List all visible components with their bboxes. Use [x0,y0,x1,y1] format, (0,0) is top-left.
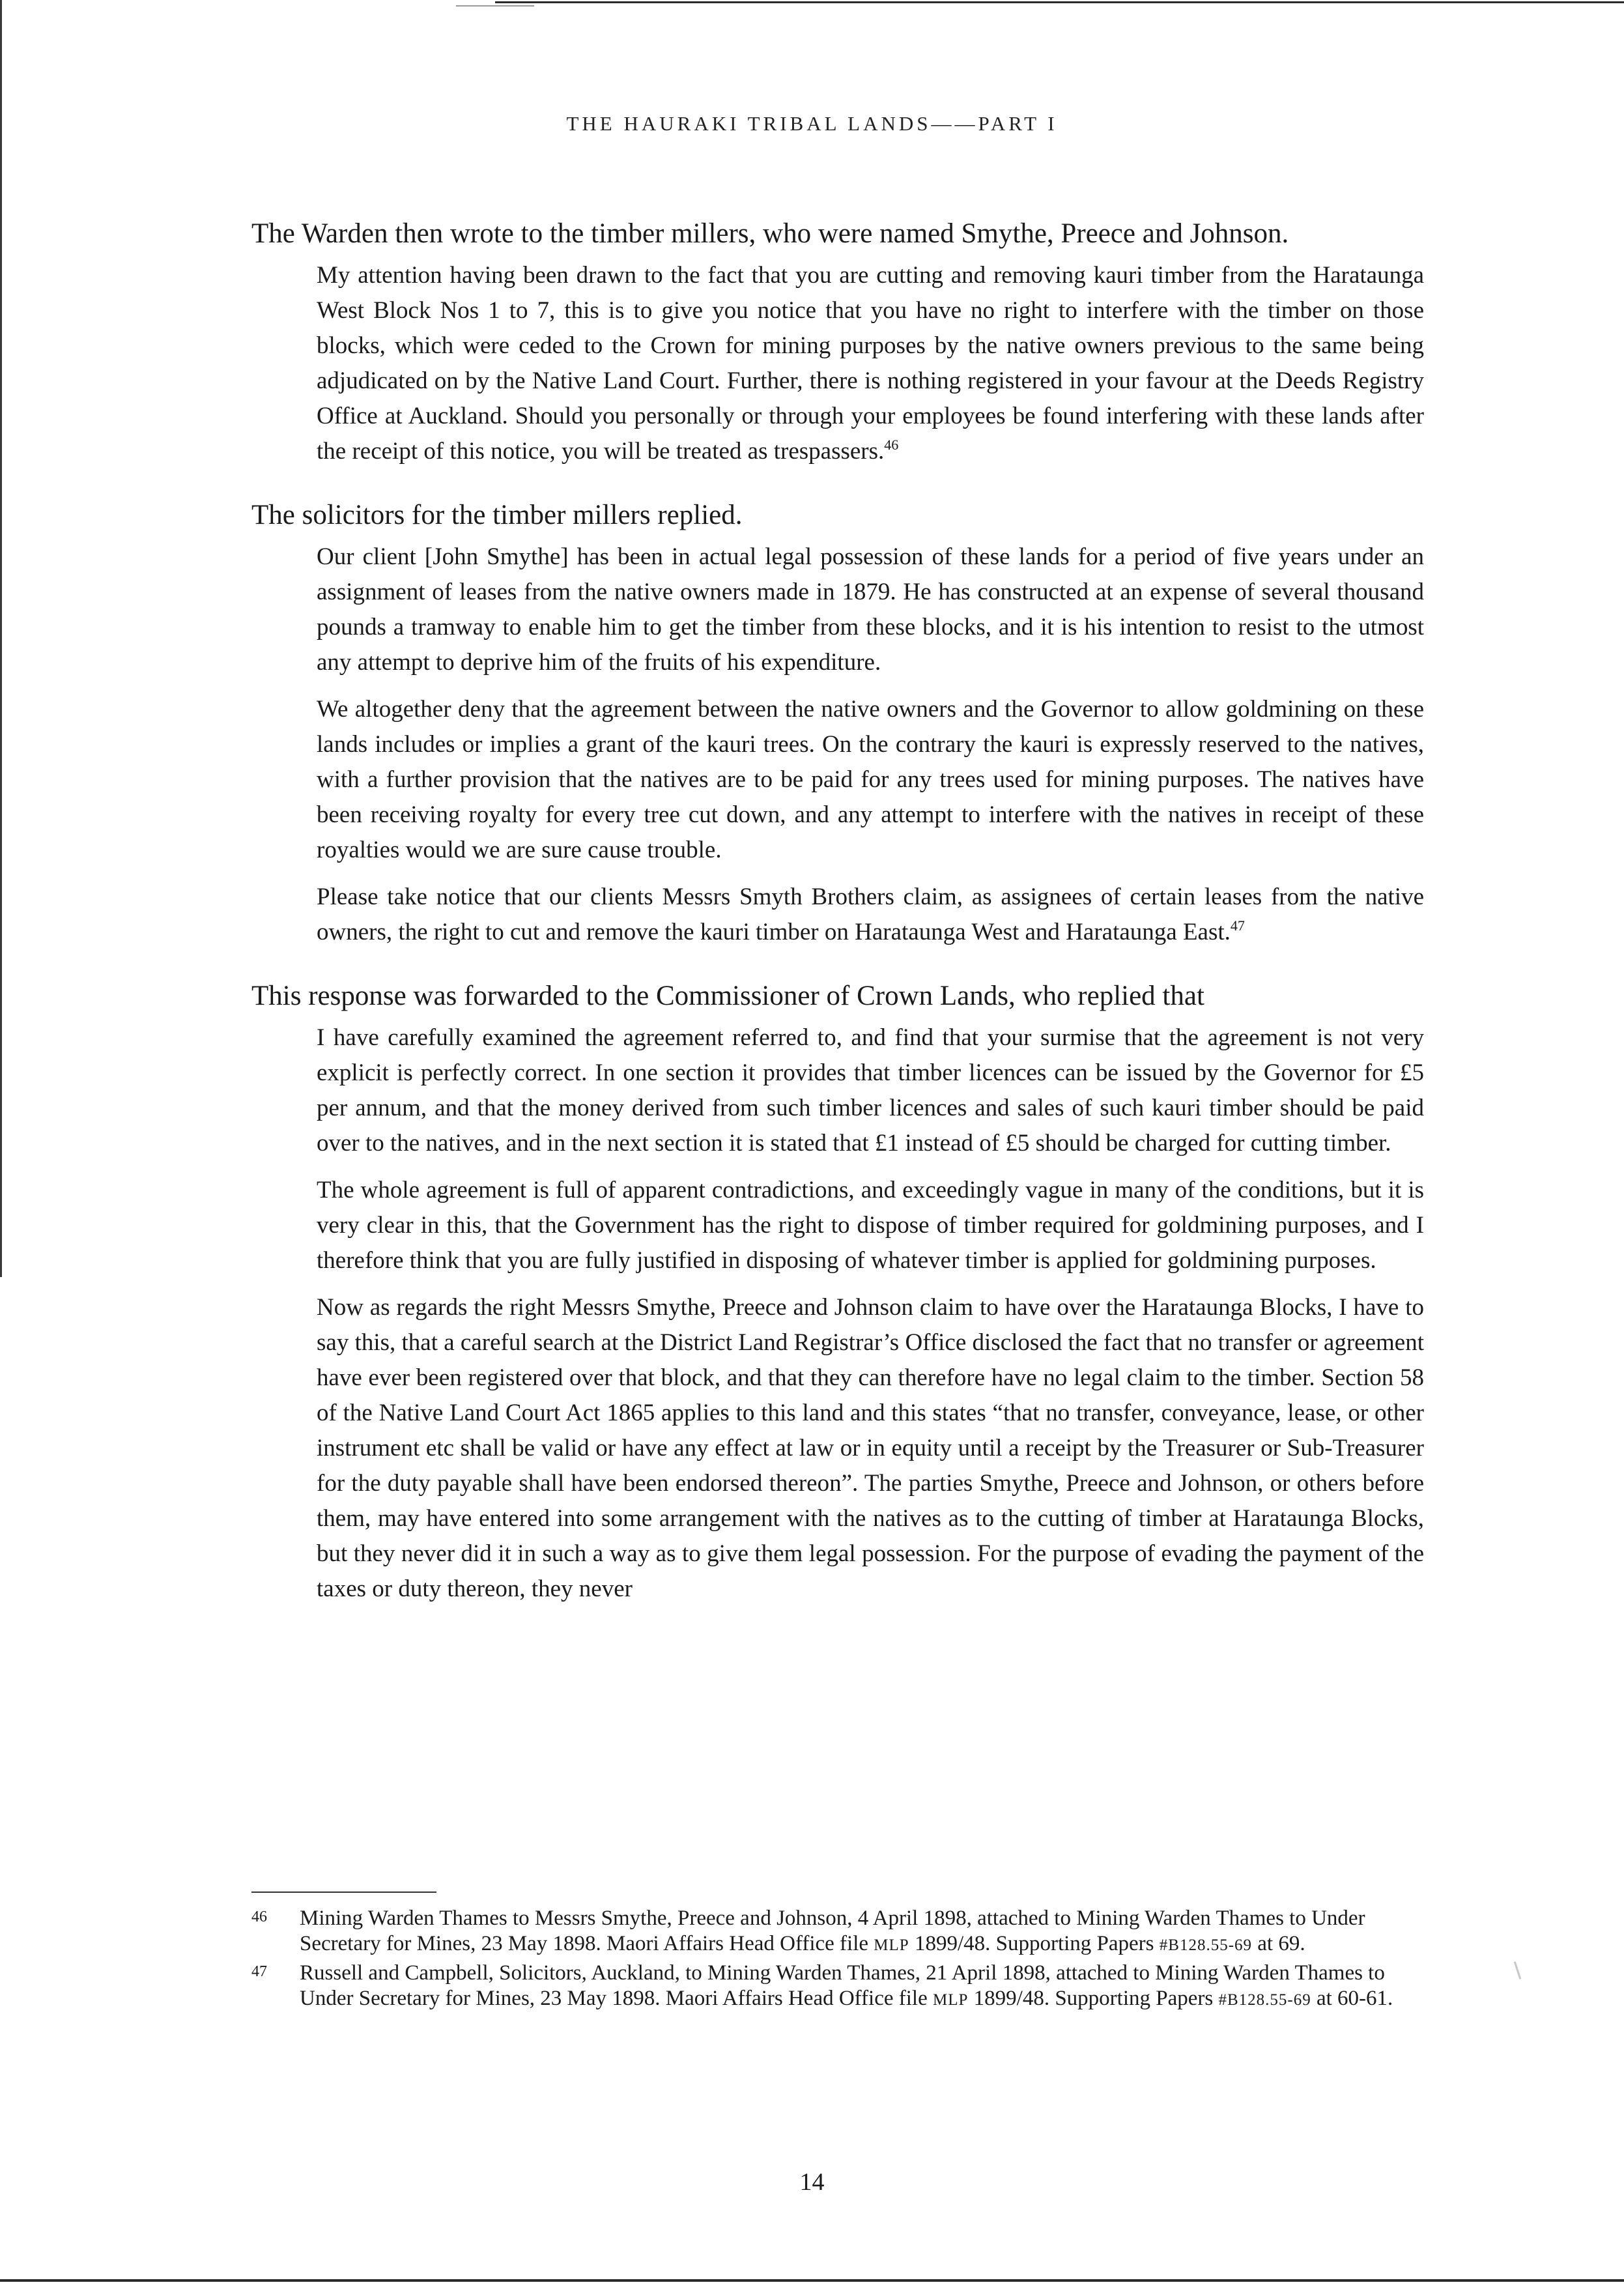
footnote-text: at 69. [1252,1932,1305,1955]
file-code: MLP [933,1991,969,2009]
block-quote-solicitors-reply [317,539,1424,950]
quote-paragraph: Now as regards the right Messrs Smythe, Preece and Johnson claim to have over the Harataunga Blocks, I have to say this, that a careful search at the District Land Registrar’s Office disclosed the fact that no transfer or agreement have ever been registered over that block, and that they can therefore have no legal claim to the timber. Section 58 of the Native Land Court Act 1865 applies to this land and this states “that no transfer, conveyance, lease, or other instrument etc shall be valid or have any effect at law or in equity until a receipt by the Treasurer or Sub-Treasurer for the duty payable shall have been endorsed thereon”. The parties Smythe, Preece and Johnson, or others before them, may have entered into some arrangement with the natives as to the cutting of timber at Harataunga Blocks, but they never did it in such a way as to give them legal possession. For the purpose of evading the payment of the taxes or duty thereon, they never [317,1294,1424,1602]
quote-paragraph [317,880,1424,950]
quote-text: My attention having been drawn to the fact that you are cutting and removing kauri timber from the Harataunga West Block Nos 1 to 7, this is to give you notice that you have no right to interfere with the timber on those blocks, which were ceded to the Crown for mining purposes by the native owners previous to the same being adjudicated on by the Native Land Court. Further, there is nothing registered in your favour at the Deeds Registry Office at Auckland. Should you personally or through your employees be found interfering with these lands after the receipt of this notice, you will be treated as trespassers. [317,262,1424,465]
margin-speck [1514,1961,1522,1979]
footnotes [251,1906,1424,2015]
spacer [251,481,1424,498]
scan-edge-top [495,1,1624,3]
block-quote-commissioner-reply [317,1020,1424,1607]
quote-paragraph: Our client [John Smythe] has been in actual legal possession of these lands for a period of five years under an assignment of leases from the native owners made in 1879. He has constructed at an expense of several thousand pounds a tramway to enable him to get the timber from these blocks, and it is his intention to resist to the utmost any attempt to deprive him of the fruits of his expenditure. [317,543,1424,676]
quote-paragraph [317,258,1424,469]
lead-paragraph-commissioner: This response was forwarded to the Commissioner of Crown Lands, who replied that [251,981,1204,1011]
spacer [251,962,1424,979]
footnote-text: at 60-61. [1311,1987,1393,2010]
footnote-text: Mining Warden Thames to Messrs Smythe, Preece and Johnson, 4 April 1898, attached to Mining Warden Thames to Under Secretary for Mines, 23 May 1898. Maori Affairs Head Office file [300,1906,1365,1955]
block-quote-warden-notice [317,258,1424,469]
page-body [251,216,1424,1618]
quote-paragraph: The whole agreement is full of apparent contradictions, and exceedingly vague in many of the conditions, but it is very clear in this, that the Government has the right to dispose of timber required for goldmining purposes, and I therefore think that you are fully justified in disposing of whatever timber is applied for goldmining purposes. [317,1177,1424,1274]
reference-code: #B128.55-69 [1159,1936,1253,1954]
scan-edge-top-faint [456,5,534,7]
lead-paragraph-solicitors: The solicitors for the timber millers replied. [251,500,743,530]
footnote-46 [251,1906,1424,1958]
scan-edge-bottom [0,2279,1624,2282]
footnote-ref-46[interactable]: 46 [884,437,899,453]
quote-paragraph: We altogether deny that the agreement between the native owners and the Governor to allow goldmining on these lands includes or implies a grant of the kauri trees. On the contrary the kauri is expressly reserved to the natives, with a further provision that the natives are to be paid for any trees used for mining purposes. The natives have been receiving royalty for every tree cut down, and any attempt to interfere with the natives in receipt of these royalties would we are sure cause trouble. [317,696,1424,863]
scan-edge-left [0,0,2,1277]
footnote-divider [251,1891,436,1893]
quote-paragraph: I have carefully examined the agreement referred to, and find that your surmise that the agreement is not very explicit is perfectly correct. In one section it provides that timber licences can be issued by the Governor for £5 per annum, and that the money derived from such timber licences and sales of such kauri timber should be paid over to the natives, and in the next section it is stated that £1 instead of £5 should be charged for cutting timber. [317,1024,1424,1157]
footnote-number: 47 [251,1963,267,1980]
file-code: MLP [874,1936,909,1954]
footnote-text: 1899/48. Supporting Papers [909,1932,1160,1955]
page-number: 14 [799,2168,825,2196]
footnote-text: 1899/48. Supporting Papers [968,1987,1219,2010]
quote-text: Please take notice that our clients Messrs Smyth Brothers claim, as assignees of certain leases from the native owners, the right to cut and remove the kauri timber on Harataunga West and Harataunga East. [317,884,1424,945]
footnote-number: 46 [251,1908,267,1925]
reference-code: #B128.55-69 [1218,1991,1311,2009]
lead-paragraph-warden: The Warden then wrote to the timber millers, who were named Smythe, Preece and Johnson. [251,218,1289,249]
running-head: THE HAURAKI TRIBAL LANDS——PART I [566,112,1058,135]
footnote-ref-47[interactable]: 47 [1230,917,1245,934]
footnote-text: Russell and Campbell, Solicitors, Auckland, to Mining Warden Thames, 21 April 1898, attached to Mining Warden Thames to Under Secretary for Mines, 23 May 1898. Maori Affairs Head Office file [300,1961,1385,2010]
footnote-47 [251,1961,1424,2013]
